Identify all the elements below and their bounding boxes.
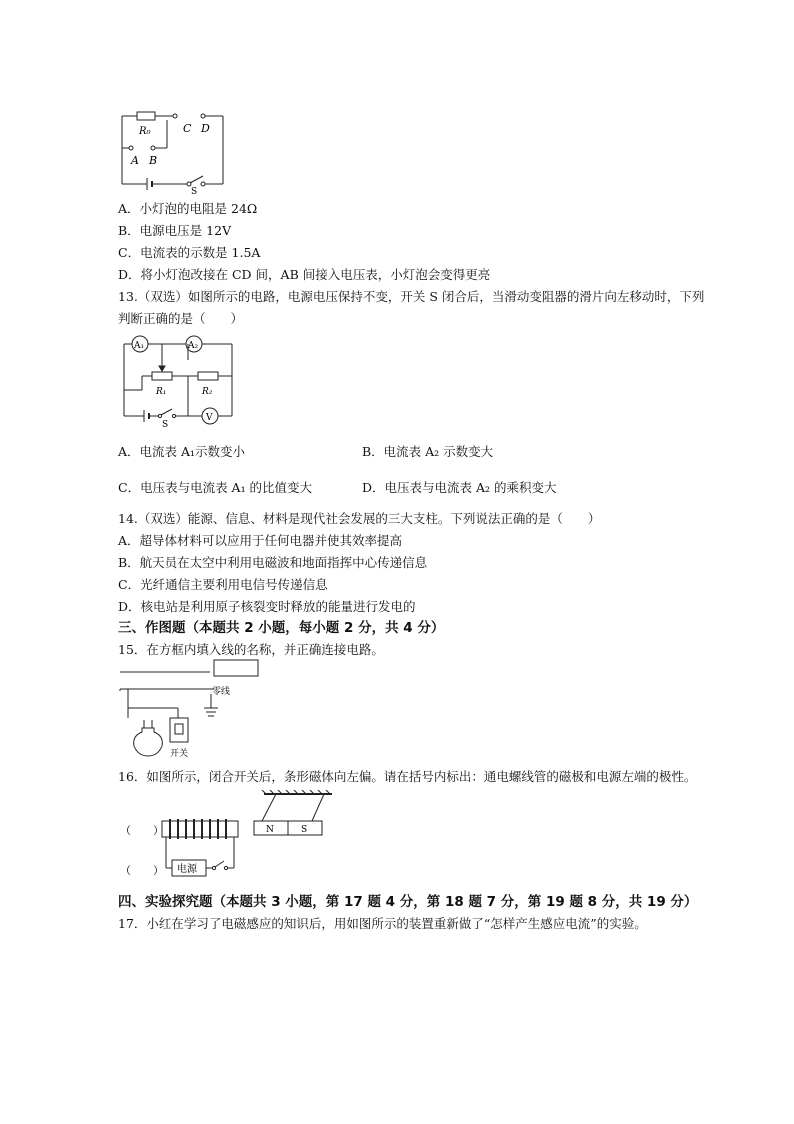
q13-stem-line2: 判断正确的是（ ）: [118, 311, 244, 326]
label-power-supply: 电源: [177, 864, 197, 875]
label-c: C: [183, 122, 192, 135]
label-magnet-n: N: [266, 825, 274, 835]
q13-stem-line1: 13.（双选）如图所示的电路，电源电压保持不变，开关 S 闭合后，当滑动变阻器的滑片向左移动时，下列: [118, 289, 705, 304]
label-s: S: [162, 420, 169, 428]
label-switch: 开关: [170, 749, 189, 759]
q14-stem: 14.（双选）能源、信息、材料是现代社会发展的三大支柱。下列说法正确的是（ ）: [118, 511, 601, 526]
q13-option-a: A．电流表 A₁示数变小: [118, 444, 246, 459]
label-r0: R₀: [139, 126, 151, 137]
q14-option-c: C．光纤通信主要利用电信号传递信息: [118, 577, 328, 592]
q15-stem: 15．在方框内填入线的名称，并正确连接电路。: [118, 642, 384, 657]
bracket-power-left: （ ）: [120, 864, 164, 877]
q13-option-c: C．电压表与电流表 A₁ 的比值变大: [118, 480, 313, 495]
q16-stem: 16．如图所示，闭合开关后，条形磁体向左偏。请在括号内标出：通电螺线管的磁极和电源左端的极性。: [118, 769, 697, 784]
blank-box: [214, 660, 258, 676]
q12-option-b: B．电源电压是 12V: [118, 223, 232, 238]
q17-stem: 17．小红在学习了电磁感应的知识后，用如图所示的装置重新做了“怎样产生感应电流”的实验。: [118, 916, 647, 931]
solenoid-figure-q16: [116, 790, 336, 880]
q14-option-d: D．核电站是利用原子核裂变时释放的能量进行发电的: [118, 599, 416, 614]
q12-option-d: D．将小灯泡改接在 CD 间，AB 间接入电压表，小灯泡会变得更亮: [118, 267, 491, 282]
label-r2: R₂: [202, 387, 213, 397]
bracket-solenoid-left: （ ）: [120, 824, 164, 837]
q12-option-a: A．小灯泡的电阻是 24Ω: [118, 201, 258, 216]
q13-option-b: B．电流表 A₂ 示数变大: [362, 444, 494, 459]
label-r1: R₁: [156, 387, 167, 397]
label-b: B: [149, 154, 158, 167]
q13-option-d: D．电压表与电流表 A₂ 的乘积变大: [362, 480, 557, 495]
label-a1: A₁: [134, 341, 145, 351]
label-magnet-s: S: [301, 825, 308, 835]
label-d: D: [201, 122, 210, 135]
label-s: S: [191, 187, 198, 194]
label-neutral-line: 零线: [212, 687, 231, 697]
q14-option-b: B．航天员在太空中利用电磁波和地面指挥中心传递信息: [118, 555, 428, 570]
household-circuit-figure-q15: [118, 658, 268, 762]
label-v: V: [206, 413, 213, 423]
section-3-heading: 三、作图题（本题共 2 小题，每小题 2 分，共 4 分）: [118, 620, 445, 636]
q14-option-a: A．超导体材料可以应用于任何电器并使其效率提高: [118, 533, 403, 548]
section-4-heading: 四、实验探究题（本题共 3 小题，第 17 题 4 分，第 18 题 7 分，第 19 题 8 分，共 19 分）: [118, 894, 698, 910]
label-a: A: [131, 154, 139, 167]
q12-option-c: C．电流表的示数是 1.5A: [118, 245, 261, 260]
label-a2: A₂: [188, 341, 199, 351]
circuit-figure-q12: [115, 108, 235, 194]
circuit-figure-q13: [118, 330, 240, 428]
